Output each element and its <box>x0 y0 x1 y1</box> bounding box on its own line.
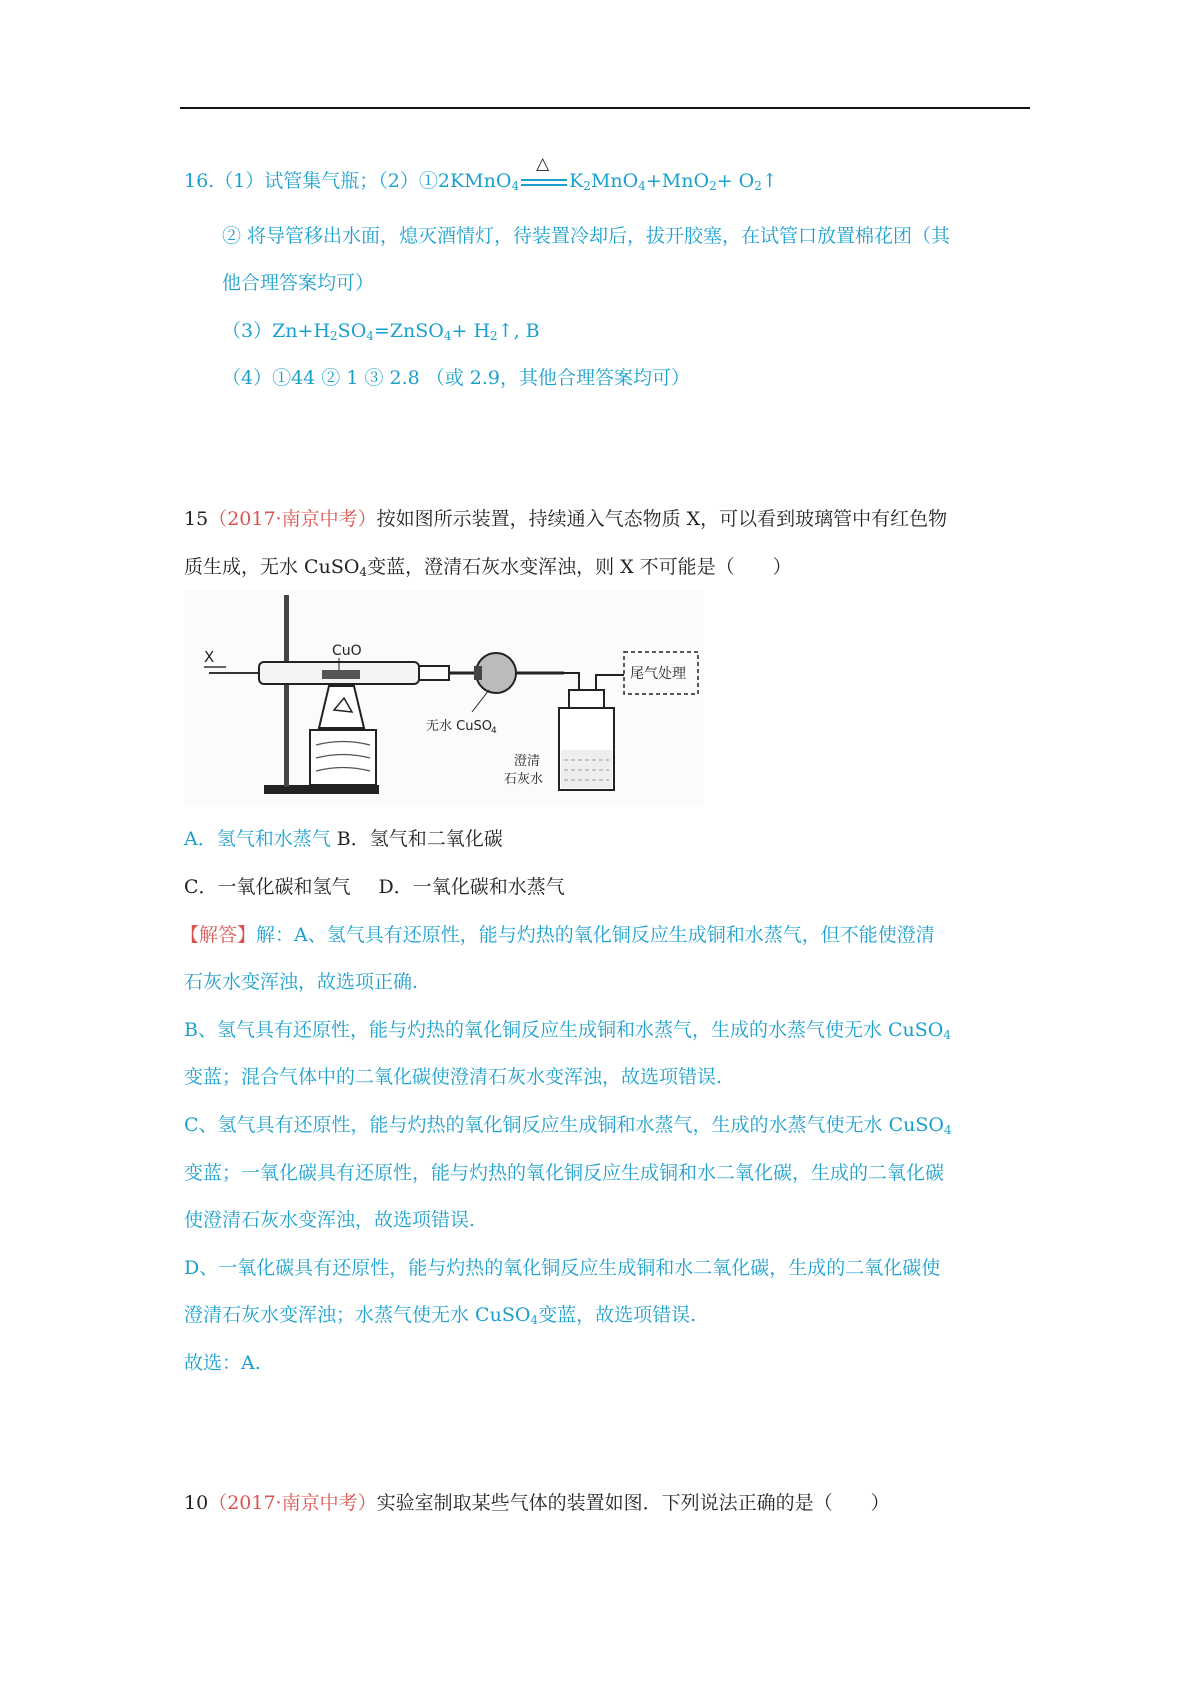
answer-line-2: 石灰水变浑浊，故选项正确. <box>184 971 419 993</box>
q16-line-2: ② 将导管移出水面，熄灭酒情灯，待装置冷却后，拔开胶塞，在试管口放置棉花团（其 <box>222 225 951 247</box>
q15-options-ab <box>184 826 503 852</box>
q15-stem-line-2: 质生成，无水 CuSO$_4$变蓝，澄清石灰水变浑浊，则 X 不可能是（ ） <box>184 556 792 579</box>
svg-text:4: 4 <box>491 726 497 736</box>
answer-d-line-2: 澄清石灰水变浑浊；水蒸气使无水 CuSO$_4$变蓝，故选项错误. <box>184 1304 697 1327</box>
answer-tag: 【解答】 <box>180 924 257 946</box>
q10-stem: 10（2017·南京中考）实验室制取某些气体的装置如图．下列说法正确的是（ ） <box>184 1492 890 1514</box>
answer-choice: 故选：A. <box>184 1352 261 1374</box>
q15-source: （2017·南京中考） <box>208 508 377 530</box>
tail-gas-label: 尾气处理 <box>630 666 686 682</box>
answer-c-line-2: 变蓝；一氧化碳具有还原性，能与灼热的氧化铜反应生成铜和水二氧化碳，生成的二氧化碳 <box>184 1162 945 1184</box>
q16-line-5: （4）①44 ② 1 ③ 2.8 （或 2.9，其他合理答案均可） <box>222 367 691 389</box>
cuo-label: CuO <box>332 643 362 659</box>
q15-stem-line-1: 15（2017·南京中考）按如图所示装置，持续通入气态物质 X，可以看到玻璃管中有红色物 <box>184 508 948 530</box>
q10-source: （2017·南京中考） <box>208 1492 377 1514</box>
inlet-label: X <box>204 648 215 666</box>
answer-c-line-1: C、氢气具有还原性，能与灼热的氧化铜反应生成铜和水蒸气，生成的水蒸气使无水 CuSO$_4$ <box>184 1114 952 1137</box>
answer-b-line-2: 变蓝；混合气体中的二氧化碳使澄清石灰水变浑浊，故选项错误. <box>184 1066 723 1088</box>
cuso4-label: 无水 CuSO <box>426 719 492 734</box>
answer-b-line-1: B、氢气具有还原性，能与灼热的氧化铜反应生成铜和水蒸气，生成的水蒸气使无水 CuSO$_4$ <box>184 1019 952 1042</box>
option-b: B．氢气和二氧化碳 <box>336 828 503 850</box>
option-d: D．一氧化碳和水蒸气 <box>378 876 565 898</box>
option-c: C．一氧化碳和氢气 <box>184 876 351 898</box>
answer-c-line-3: 使澄清石灰水变浑浊，故选项错误. <box>184 1209 476 1231</box>
header-rule <box>180 107 1030 109</box>
lime-water-label-1: 澄清 <box>514 754 541 769</box>
q16-line-4: $(3)Zn+H_2SO_4=ZnSO_4+$ $H_2↑$, B <box>222 320 540 343</box>
answer-d-line-1: D、一氧化碳具有还原性，能与灼热的氧化铜反应生成铜和水二氧化碳，生成的二氧化碳使 <box>184 1257 941 1279</box>
apparatus-figure <box>184 590 704 805</box>
reaction-condition-sign: △ <box>521 171 567 193</box>
lime-water-label-2: 石灰水 <box>504 772 544 787</box>
q16-line-3: 他合理答案均可） <box>222 272 375 294</box>
option-a: A．氢气和水蒸气 <box>184 828 331 850</box>
q15-options-cd <box>184 874 565 900</box>
answer-line-1: 【解答】解：A、氢气具有还原性，能与灼热的氧化铜反应生成铜和水蒸气，但不能使澄清 <box>180 924 935 946</box>
q16-line-1: 16.（1）试管集气瓶；（2）①2KMnO$_4$ △ $K_2MnO_4+MnO_2+$ $O_2↑$ <box>184 154 778 193</box>
